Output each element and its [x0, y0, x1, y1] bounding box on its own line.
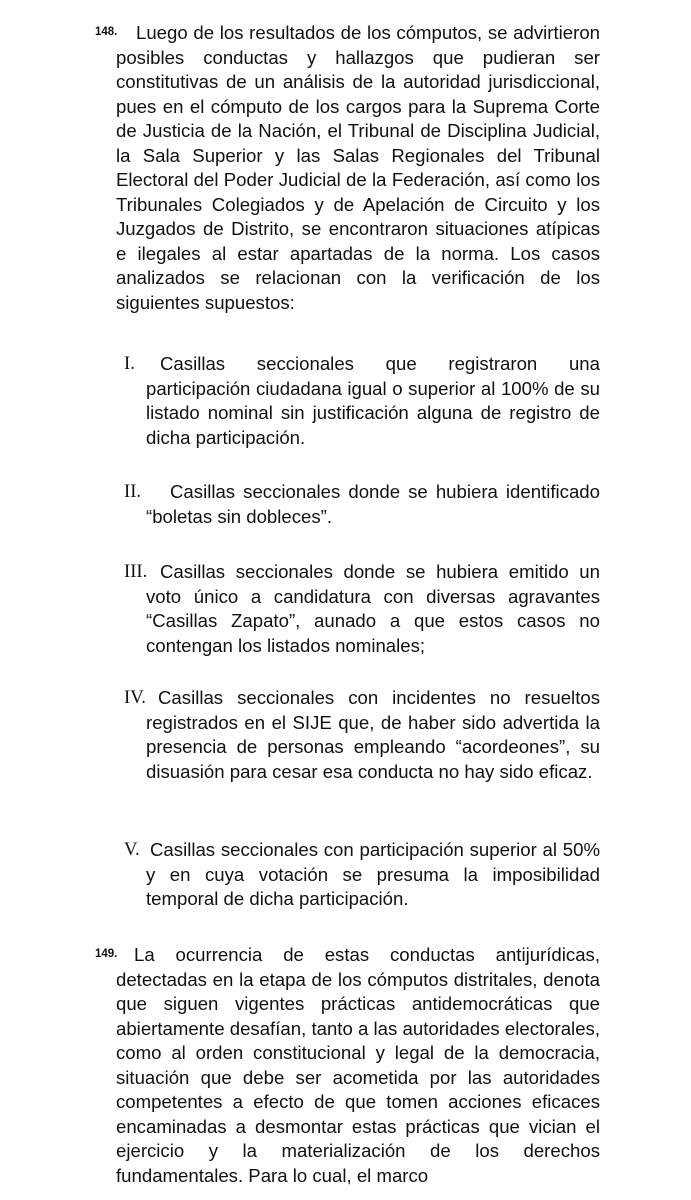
item-numeral-v: V. — [124, 839, 140, 860]
item-numeral-iii: III. — [124, 561, 148, 582]
item-numeral-iv: IV. — [124, 687, 146, 708]
paragraph-number-148: 148. — [95, 26, 118, 38]
paragraph-149-text: La ocurrencia de estas conductas antijurídicas, detectadas en la etapa de los cómputos distritales, denota que siguen vigentes prácticas antidemocráticas que abiertamente desafían, tanto a las autoridades electorales, como al orden constitucional y legal de la democracia, situación que debe ser acometida por las autoridades competentes a efecto de que tomen acciones eficaces encaminadas a desmontar estas prácticas que vician el ejercicio y la materialización de los derechos fundamentales. Para lo cual, el marco — [116, 944, 600, 1186]
item-v-text: Casillas seccionales con participación superior al 50% y en cuya votación se presuma la imposibilidad temporal de dicha participación. — [146, 839, 600, 909]
item-numeral-ii: II. — [124, 481, 142, 502]
item-numeral-i: I. — [124, 353, 135, 374]
item-iv-text: Casillas seccionales con incidentes no resueltos registrados en el SIJE que, de haber sido advertida la presencia de personas empleando “acordeones”, su disuasión para cesar esa conducta no hay sido eficaz. — [146, 687, 600, 782]
paragraph-148-text: Luego de los resultados de los cómputos, se advirtieron posibles conductas y hallazgos que pudieran ser constitutivas de un análisis de la autoridad jurisdiccional, pues en el cómputo de los cargos para la Suprema Corte de Justicia de la Nación, el Tribunal de Disciplina Judicial, la Sala Superior y las Salas Regionales del Tribunal Electoral del Poder Judicial de la Federación, así como los Tribunales Colegiados y de Apelación de Circuito y los Juzgados de Distrito, se encontraron situaciones atípicas e ilegales al estar apartadas de la norma. Los casos analizados se relacionan con la verificación de los siguientes supuestos: — [116, 22, 600, 313]
paragraph-number-149: 149. — [95, 948, 118, 960]
item-iii-text: Casillas seccionales donde se hubiera emitido un voto único a candidatura con diversas agravantes “Casillas Zapato”, aunado a que estos casos no contengan los listados nominales; — [146, 561, 600, 656]
item-i-text: Casillas seccionales que registraron una participación ciudadana igual o superior al 100% de su listado nominal sin justificación alguna de registro de dicha participación. — [146, 353, 600, 448]
item-ii-text: Casillas seccionales donde se hubiera identificado “boletas sin dobleces”. — [146, 481, 600, 527]
